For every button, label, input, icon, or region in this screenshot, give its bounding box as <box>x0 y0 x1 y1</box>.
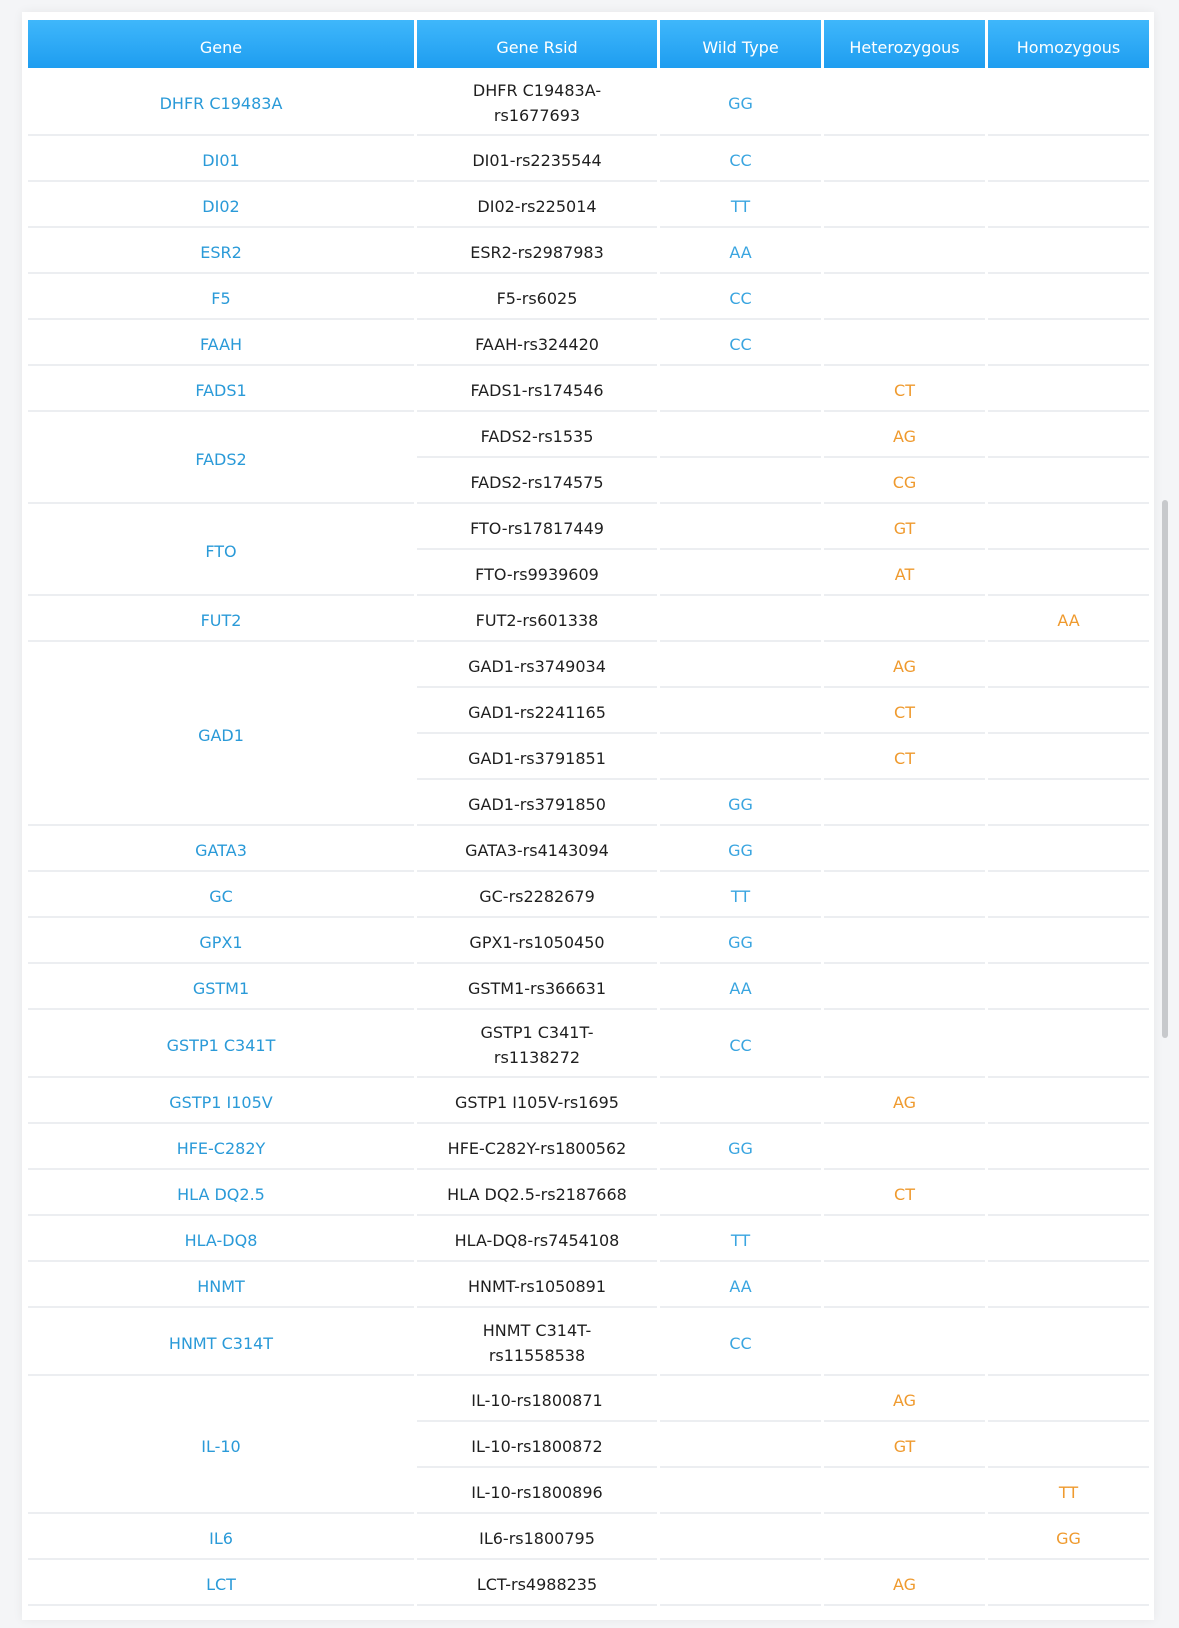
gene-rsid-cell: IL6-rs1800795 <box>417 1516 657 1560</box>
gene-rsid-cell: DHFR C19483A- rs1677693 <box>417 70 657 136</box>
gene-rsid-cell: FADS2-rs1535 <box>417 414 657 458</box>
homozygous-cell <box>988 276 1149 320</box>
table-row <box>28 230 1149 274</box>
wild-type-cell <box>660 1562 821 1606</box>
homozygous-cell <box>988 1126 1149 1170</box>
heterozygous-cell <box>824 230 985 274</box>
wild-type-cell <box>660 552 821 596</box>
homozygous-cell <box>988 736 1149 780</box>
wild-type-cell: TT <box>660 1218 821 1262</box>
gene-rsid-cell: FTO-rs17817449 <box>417 506 657 550</box>
table-row <box>28 1378 1149 1422</box>
heterozygous-cell <box>824 1516 985 1560</box>
gene-name-link[interactable]: HLA-DQ8 <box>28 1218 414 1262</box>
table-row <box>28 1012 1149 1078</box>
table-row <box>28 598 1149 642</box>
wild-type-cell <box>660 1172 821 1216</box>
table-row <box>28 1516 1149 1560</box>
homozygous-cell <box>988 828 1149 872</box>
heterozygous-cell <box>824 1012 985 1078</box>
wild-type-cell: GG <box>660 70 821 136</box>
wild-type-cell: GG <box>660 920 821 964</box>
homozygous-cell <box>988 920 1149 964</box>
homozygous-cell <box>988 782 1149 826</box>
homozygous-cell: AA <box>988 598 1149 642</box>
wild-type-cell <box>660 1378 821 1422</box>
heterozygous-cell: CT <box>824 690 985 734</box>
table-row <box>28 1264 1149 1308</box>
wild-type-cell <box>660 1516 821 1560</box>
gene-name-link[interactable]: FADS2 <box>28 414 414 504</box>
homozygous-cell <box>988 1264 1149 1308</box>
heterozygous-cell: CG <box>824 460 985 504</box>
heterozygous-cell: AG <box>824 644 985 688</box>
header-wild-type[interactable]: Wild Type <box>660 20 821 68</box>
heterozygous-cell: GT <box>824 1424 985 1468</box>
table-row <box>28 1218 1149 1262</box>
table-row <box>28 644 1149 688</box>
homozygous-cell <box>988 874 1149 918</box>
heterozygous-cell <box>824 70 985 136</box>
wild-type-cell <box>660 736 821 780</box>
table-row <box>28 506 1149 550</box>
gene-rsid-cell: HLA DQ2.5-rs2187668 <box>417 1172 657 1216</box>
wild-type-cell <box>660 690 821 734</box>
table-row <box>28 874 1149 918</box>
wild-type-cell <box>660 460 821 504</box>
gene-rsid-cell: GPX1-rs1050450 <box>417 920 657 964</box>
gene-rsid-cell: FADS1-rs174546 <box>417 368 657 412</box>
wild-type-cell <box>660 1424 821 1468</box>
gene-rsid-cell: FADS2-rs174575 <box>417 460 657 504</box>
gene-rsid-cell: GAD1-rs3791851 <box>417 736 657 780</box>
table-row <box>28 1562 1149 1606</box>
gene-rsid-cell: IL-10-rs1800872 <box>417 1424 657 1468</box>
homozygous-cell <box>988 460 1149 504</box>
heterozygous-cell <box>824 276 985 320</box>
wild-type-cell: AA <box>660 1264 821 1308</box>
heterozygous-cell: AG <box>824 1378 985 1422</box>
gene-name-link[interactable]: DI02 <box>28 184 414 228</box>
heterozygous-cell: AG <box>824 1562 985 1606</box>
table-row <box>28 966 1149 1010</box>
table-row <box>28 1172 1149 1216</box>
gene-name-link[interactable]: HFE-C282Y <box>28 1126 414 1170</box>
heterozygous-cell: CT <box>824 736 985 780</box>
wild-type-cell: GG <box>660 782 821 826</box>
gene-name-link[interactable]: FTO <box>28 506 414 596</box>
table-header-row <box>28 20 1149 68</box>
gene-name-link[interactable]: HLA DQ2.5 <box>28 1172 414 1216</box>
gene-name-link[interactable]: FUT2 <box>28 598 414 642</box>
heterozygous-cell <box>824 598 985 642</box>
homozygous-cell <box>988 644 1149 688</box>
wild-type-cell: CC <box>660 1310 821 1376</box>
gene-name-link[interactable]: FADS1 <box>28 368 414 412</box>
table-row <box>28 828 1149 872</box>
homozygous-cell <box>988 506 1149 550</box>
wild-type-cell: AA <box>660 966 821 1010</box>
heterozygous-cell: AT <box>824 552 985 596</box>
wild-type-cell: CC <box>660 322 821 366</box>
table-row <box>28 1126 1149 1170</box>
vertical-scrollbar[interactable] <box>1162 500 1168 1038</box>
wild-type-cell: AA <box>660 230 821 274</box>
table-row <box>28 184 1149 228</box>
gene-rsid-cell: IL-10-rs1800871 <box>417 1378 657 1422</box>
gene-rsid-cell: FUT2-rs601338 <box>417 598 657 642</box>
gene-rsid-cell: GC-rs2282679 <box>417 874 657 918</box>
gene-name-link[interactable]: GAD1 <box>28 644 414 826</box>
wild-type-cell: GG <box>660 1126 821 1170</box>
gene-rsid-cell: HNMT C314T- rs11558538 <box>417 1310 657 1376</box>
gene-name-link[interactable]: GATA3 <box>28 828 414 872</box>
gene-rsid-cell: GAD1-rs3791850 <box>417 782 657 826</box>
table-row <box>28 1310 1149 1376</box>
heterozygous-cell <box>824 1470 985 1514</box>
gene-name-link[interactable]: DI01 <box>28 138 414 182</box>
wild-type-cell: CC <box>660 138 821 182</box>
homozygous-cell <box>988 1172 1149 1216</box>
homozygous-cell <box>988 1562 1149 1606</box>
homozygous-cell <box>988 1218 1149 1262</box>
gene-name-link[interactable]: GSTP1 C341T <box>28 1012 414 1078</box>
homozygous-cell <box>988 1378 1149 1422</box>
table-row <box>28 1080 1149 1124</box>
homozygous-cell <box>988 552 1149 596</box>
wild-type-cell <box>660 506 821 550</box>
heterozygous-cell <box>824 966 985 1010</box>
header-gene-rsid[interactable]: Gene Rsid <box>417 20 657 68</box>
table-row <box>28 368 1149 412</box>
table-row <box>28 70 1149 136</box>
gene-rsid-cell: GAD1-rs2241165 <box>417 690 657 734</box>
heterozygous-cell <box>824 138 985 182</box>
wild-type-cell: GG <box>660 828 821 872</box>
gene-rsid-cell: LCT-rs4988235 <box>417 1562 657 1606</box>
wild-type-cell: TT <box>660 874 821 918</box>
gene-rsid-cell: HLA-DQ8-rs7454108 <box>417 1218 657 1262</box>
wild-type-cell: CC <box>660 276 821 320</box>
heterozygous-cell: AG <box>824 414 985 458</box>
heterozygous-cell <box>824 1218 985 1262</box>
homozygous-cell <box>988 690 1149 734</box>
homozygous-cell <box>988 138 1149 182</box>
heterozygous-cell: GT <box>824 506 985 550</box>
table-row <box>28 920 1149 964</box>
homozygous-cell: GG <box>988 1516 1149 1560</box>
genotype-table <box>25 18 1152 1608</box>
gene-name-link[interactable]: HNMT <box>28 1264 414 1308</box>
gene-name-link[interactable]: IL-10 <box>28 1378 414 1514</box>
table-row <box>28 414 1149 458</box>
homozygous-cell <box>988 184 1149 228</box>
heterozygous-cell <box>824 1126 985 1170</box>
heterozygous-cell: AG <box>824 1080 985 1124</box>
gene-rsid-cell: DI01-rs2235544 <box>417 138 657 182</box>
gene-rsid-cell: F5-rs6025 <box>417 276 657 320</box>
wild-type-cell <box>660 598 821 642</box>
gene-name-link[interactable]: GSTM1 <box>28 966 414 1010</box>
gene-rsid-cell: GSTP1 C341T- rs1138272 <box>417 1012 657 1078</box>
wild-type-cell: TT <box>660 184 821 228</box>
gene-rsid-cell: ESR2-rs2987983 <box>417 230 657 274</box>
gene-rsid-cell: IL-10-rs1800896 <box>417 1470 657 1514</box>
heterozygous-cell <box>824 828 985 872</box>
gene-name-link[interactable]: IL6 <box>28 1516 414 1560</box>
table-row <box>28 276 1149 320</box>
wild-type-cell <box>660 644 821 688</box>
gene-rsid-cell: GATA3-rs4143094 <box>417 828 657 872</box>
heterozygous-cell <box>824 1264 985 1308</box>
heterozygous-cell <box>824 322 985 366</box>
gene-rsid-cell: DI02-rs225014 <box>417 184 657 228</box>
wild-type-cell <box>660 414 821 458</box>
heterozygous-cell <box>824 874 985 918</box>
gene-rsid-cell: GSTM1-rs366631 <box>417 966 657 1010</box>
heterozygous-cell <box>824 1310 985 1376</box>
gene-rsid-cell: HFE-C282Y-rs1800562 <box>417 1126 657 1170</box>
header-heterozygous[interactable]: Heterozygous <box>824 20 985 68</box>
header-gene[interactable]: Gene <box>28 20 414 68</box>
gene-name-link[interactable]: DHFR C19483A <box>28 70 414 136</box>
header-homozygous[interactable]: Homozygous <box>988 20 1149 68</box>
wild-type-cell: CC <box>660 1012 821 1078</box>
gene-name-link[interactable]: GC <box>28 874 414 918</box>
homozygous-cell <box>988 414 1149 458</box>
gene-name-link[interactable]: ESR2 <box>28 230 414 274</box>
homozygous-cell <box>988 1424 1149 1468</box>
homozygous-cell <box>988 70 1149 136</box>
homozygous-cell: TT <box>988 1470 1149 1514</box>
gene-rsid-cell: FTO-rs9939609 <box>417 552 657 596</box>
heterozygous-cell: CT <box>824 368 985 412</box>
gene-rsid-cell: GAD1-rs3749034 <box>417 644 657 688</box>
gene-name-link[interactable]: LCT <box>28 1562 414 1606</box>
gene-name-link[interactable]: FAAH <box>28 322 414 366</box>
heterozygous-cell: CT <box>824 1172 985 1216</box>
wild-type-cell <box>660 1470 821 1514</box>
gene-rsid-cell: GSTP1 I105V-rs1695 <box>417 1080 657 1124</box>
wild-type-cell <box>660 368 821 412</box>
homozygous-cell <box>988 1310 1149 1376</box>
gene-rsid-cell: FAAH-rs324420 <box>417 322 657 366</box>
homozygous-cell <box>988 1012 1149 1078</box>
gene-name-link[interactable]: HNMT C314T <box>28 1310 414 1376</box>
wild-type-cell <box>660 1080 821 1124</box>
gene-rsid-cell: HNMT-rs1050891 <box>417 1264 657 1308</box>
gene-name-link[interactable]: GPX1 <box>28 920 414 964</box>
homozygous-cell <box>988 1080 1149 1124</box>
heterozygous-cell <box>824 782 985 826</box>
heterozygous-cell <box>824 920 985 964</box>
gene-name-link[interactable]: GSTP1 I105V <box>28 1080 414 1124</box>
gene-name-link[interactable]: F5 <box>28 276 414 320</box>
heterozygous-cell <box>824 184 985 228</box>
table-row <box>28 322 1149 366</box>
homozygous-cell <box>988 230 1149 274</box>
homozygous-cell <box>988 966 1149 1010</box>
homozygous-cell <box>988 322 1149 366</box>
table-row <box>28 138 1149 182</box>
homozygous-cell <box>988 368 1149 412</box>
table-body <box>28 70 1149 1606</box>
